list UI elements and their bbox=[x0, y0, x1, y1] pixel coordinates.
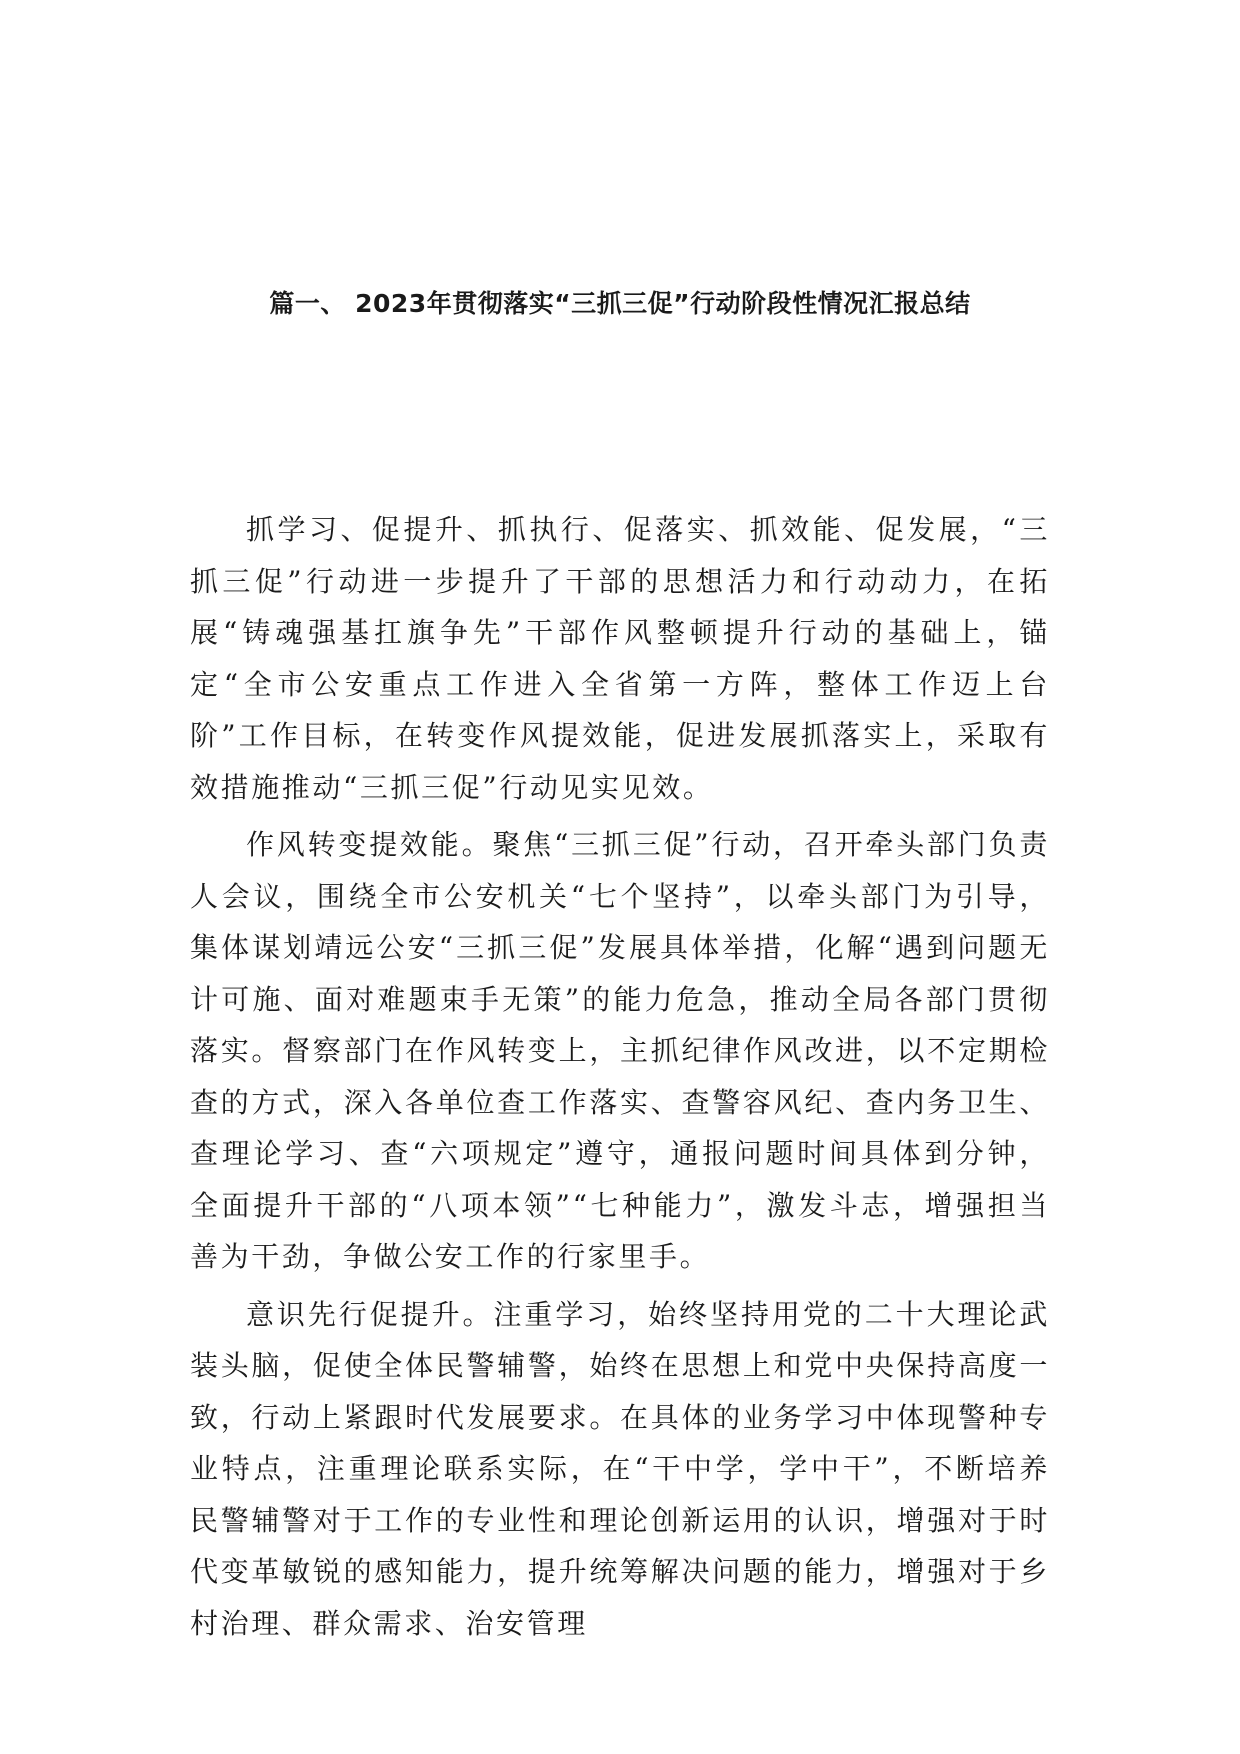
paragraph-awareness: 意识先行促提升。注重学习，始终坚持用党的二十大理论武装头脑，促使全体民警辅警，始终在思想上和党中央保持高度一致，行动上紧跟时代发展要求。在具体的业务学习中体现警种专业特点，注重理论联系实际，在“干中学，学中干”，不断培养民警辅警对于工作的专业性和理论创新运用的认识，增强对于时代变革敏锐的感知能力，提升统筹解决问题的能力，增强对于乡村治理、群众需求、治安管理 bbox=[190, 1297, 1050, 1640]
document-body bbox=[190, 504, 1050, 1655]
document-title: 篇一、 2023年贯彻落实“三抓三促”行动阶段性情况汇报总结 bbox=[269, 289, 971, 318]
paragraph-intro: 抓学习、促提升、抓执行、促落实、抓效能、促发展，“三抓三促”行动进一步提升了干部的思想活力和行动动力，在拓展“铸魂强基扛旗争先”干部作风整顿提升行动的基础上，锚定“全市公安重点工作进入全省第一方阵，整体工作迈上台阶”工作目标，在转变作风提效能，促进发展抓落实上，采取有效措施推动“三抓三促”行动见实见效。 bbox=[190, 513, 1050, 804]
paragraph-work-style: 作风转变提效能。聚焦“三抓三促”行动，召开牵头部门负责人会议，围绕全市公安机关“七个坚持”，以牵头部门为引导，集体谋划靖远公安“三抓三促”发展具体举措，化解“遇到问题无计可施、面对难题束手无策”的能力危急，推动全局各部门贯彻落实。督察部门在作风转变上，主抓纪律作风改进，以不定期检查的方式，深入各单位查工作落实、查警容风纪、查内务卫生、查理论学习、查“六项规定”遵守，通报问题时间具体到分钟，全面提升干部的“八项本领”“七种能力”，激发斗志，增强担当善为干劲，争做公安工作的行家里手。 bbox=[190, 828, 1050, 1273]
